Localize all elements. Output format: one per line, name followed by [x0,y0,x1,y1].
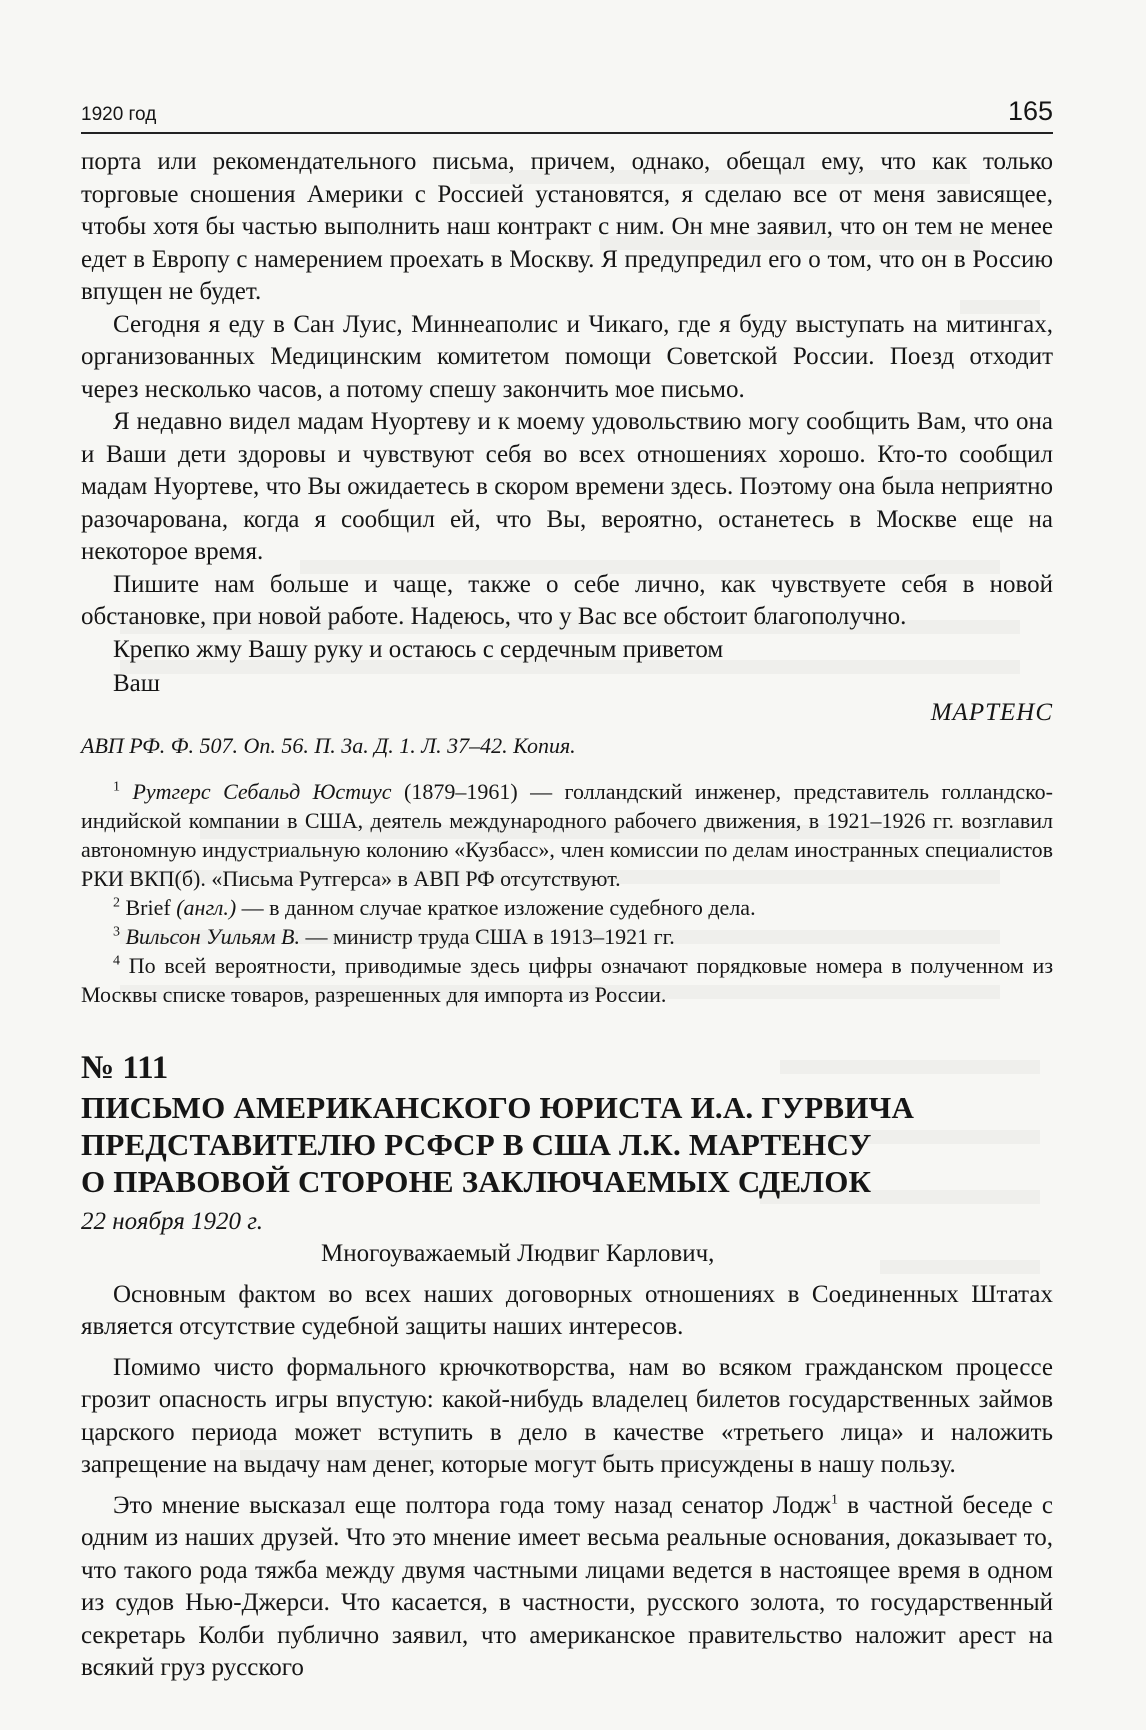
letter-paragraph-1: порта или рекомендательного письма, причем, однако, обещал ему, что как только торговые сношения Америки с Россией установятся, я сделаю все от меня зависящее, чтобы хотя бы частью выполнить наш контракт с ним. Он мне заявил, что он тем не менее едет в Европу с намерением проехать в Москву. Я предупредил его о том, что он в Россию впущен не будет. [81,148,1053,305]
document-title-line-3: О ПРАВОВОЙ СТОРОНЕ ЗАКЛЮЧАЕМЫХ СДЕЛОК [81,1164,872,1199]
archive-source: АВП РФ. Ф. 507. Оп. 56. П. 3а. Д. 1. Л. 37–42. Копия. [81,733,576,758]
footnote-reference: 1 [830,1492,838,1508]
footnote-1 [81,777,1053,893]
running-title: 1920 год [81,104,157,125]
footnote-mark: 4 [113,953,120,969]
footnote-text: — в данном случае краткое изложение судебного дела. [236,895,756,920]
footnote-italic: Вильсон Уильям В. [125,924,300,949]
footnote-mark: 1 [113,779,120,795]
letter-paragraph-2: Сегодня я еду в Сан Луис, Миннеаполис и Чикаго, где я буду выступать на митингах, организованных Медицинским комитетом помощи Советской России. Поезд отходит через несколько часов, а потому спешу закончить мое письмо. [81,310,1053,403]
page-header [81,98,1053,134]
letter-paragraph-5: Крепко жму Вашу руку и остаюсь с сердечным приветом [113,635,724,663]
letter-paragraph-3: Я недавно видел мадам Нуортеву и к моему удовольствию могу сообщить Вам, что она и Ваши дети здоровы и чувствуют себя во всех отношениях хорошо. Кто-то сообщил мадам Нуортеве, что Вы ожидаетесь в скором времени здесь. Поэтому она была неприятно разочарована, когда я сообщил ей, что Вы, вероятно, останетесь в Москве еще на некоторое время. [81,408,1053,565]
document-title-line-2: ПРЕДСТАВИТЕЛЮ РСФСР В США Л.К. МАРТЕНСУ [81,1127,872,1162]
footnote-text: — министр труда США в 1913–1921 гг. [299,924,675,949]
document-title-line-1: ПИСЬМО АМЕРИКАНСКОГО ЮРИСТА И.А. ГУРВИЧА [81,1090,915,1125]
salutation: Многоуважаемый Людвиг Карлович, [321,1240,715,1267]
footnote-2 [81,893,1053,922]
paragraph-text: в частной беседе с одним из наших друзей. Что это мнение имеет весьма реальные основания, доказывает то, что такого рода тяжба между двумя частными лицами ведется в настоящее время в одном из судов Нью-Джерси. Что касается, в частности, русского золота, то государственный секретарь Колби публично заявил, что американское правительство наложит арест на всякий груз русского [81,1491,1053,1681]
letter-signature: МАРТЕНС [930,698,1053,726]
footnote-mark: 2 [113,895,120,911]
letter-closing: Ваш [113,670,161,697]
footnote-mark: 3 [113,924,120,940]
footnote-italic: Рутгерс Себальд Юстиус [132,779,392,804]
paragraph-text: Это мнение высказал еще полтора года тому назад сенатор Лодж [113,1491,831,1519]
document-paragraph-2: Помимо чисто формального крючкотворства, нам во всяком гражданском процессе грозит опасность игры впустую: какой-нибудь владелец билетов государственных займов царского периода может вступить в дело в качестве «третьего лица» и наложить запрещение на выдачу нам денег, которые могут быть присуждены в нашу пользу. [81,1353,1053,1478]
document-number: № 111 [81,1050,169,1086]
page-body [81,146,1053,1685]
footnote-3 [81,922,1053,951]
letter-paragraph-4: Пишите нам больше и чаще, также о себе лично, как чувствуете себя в новой обстановке, при новой работе. Надеюсь, что у Вас все обстоит благополучно. [81,570,1053,630]
footnote-4 [81,951,1053,1009]
footnote-text: (1879–1961) — голландский инженер, представитель голландско-индийской компании в США, деятель международного рабочего движения, в 1921–1926 гг. возглавил автономную индустриальную колонию «Кузбасс», член комиссии по делам иностранных специалистов РКИ ВКП(б). «Письма Рутгерса» в АВП РФ отсутствуют. [81,779,1053,891]
footnote-text: По всей вероятности, приводимые здесь цифры означают порядковые номера в полученном из Москвы списке товаров, разрешенных для импорта из России. [81,953,1054,1007]
document-paragraph-1: Основным фактом во всех наших договорных отношениях в Соединенных Штатах является отсутствие судебной защиты наших интересов. [81,1280,1053,1340]
page-number: 165 [1007,96,1053,126]
document-date: 22 ноября 1920 г. [81,1208,263,1235]
document-paragraph-3 [81,1490,1053,1685]
footnotes [81,777,1053,1009]
footnote-lead: Brief [125,895,171,920]
footnote-italic: (англ.) [170,895,237,920]
